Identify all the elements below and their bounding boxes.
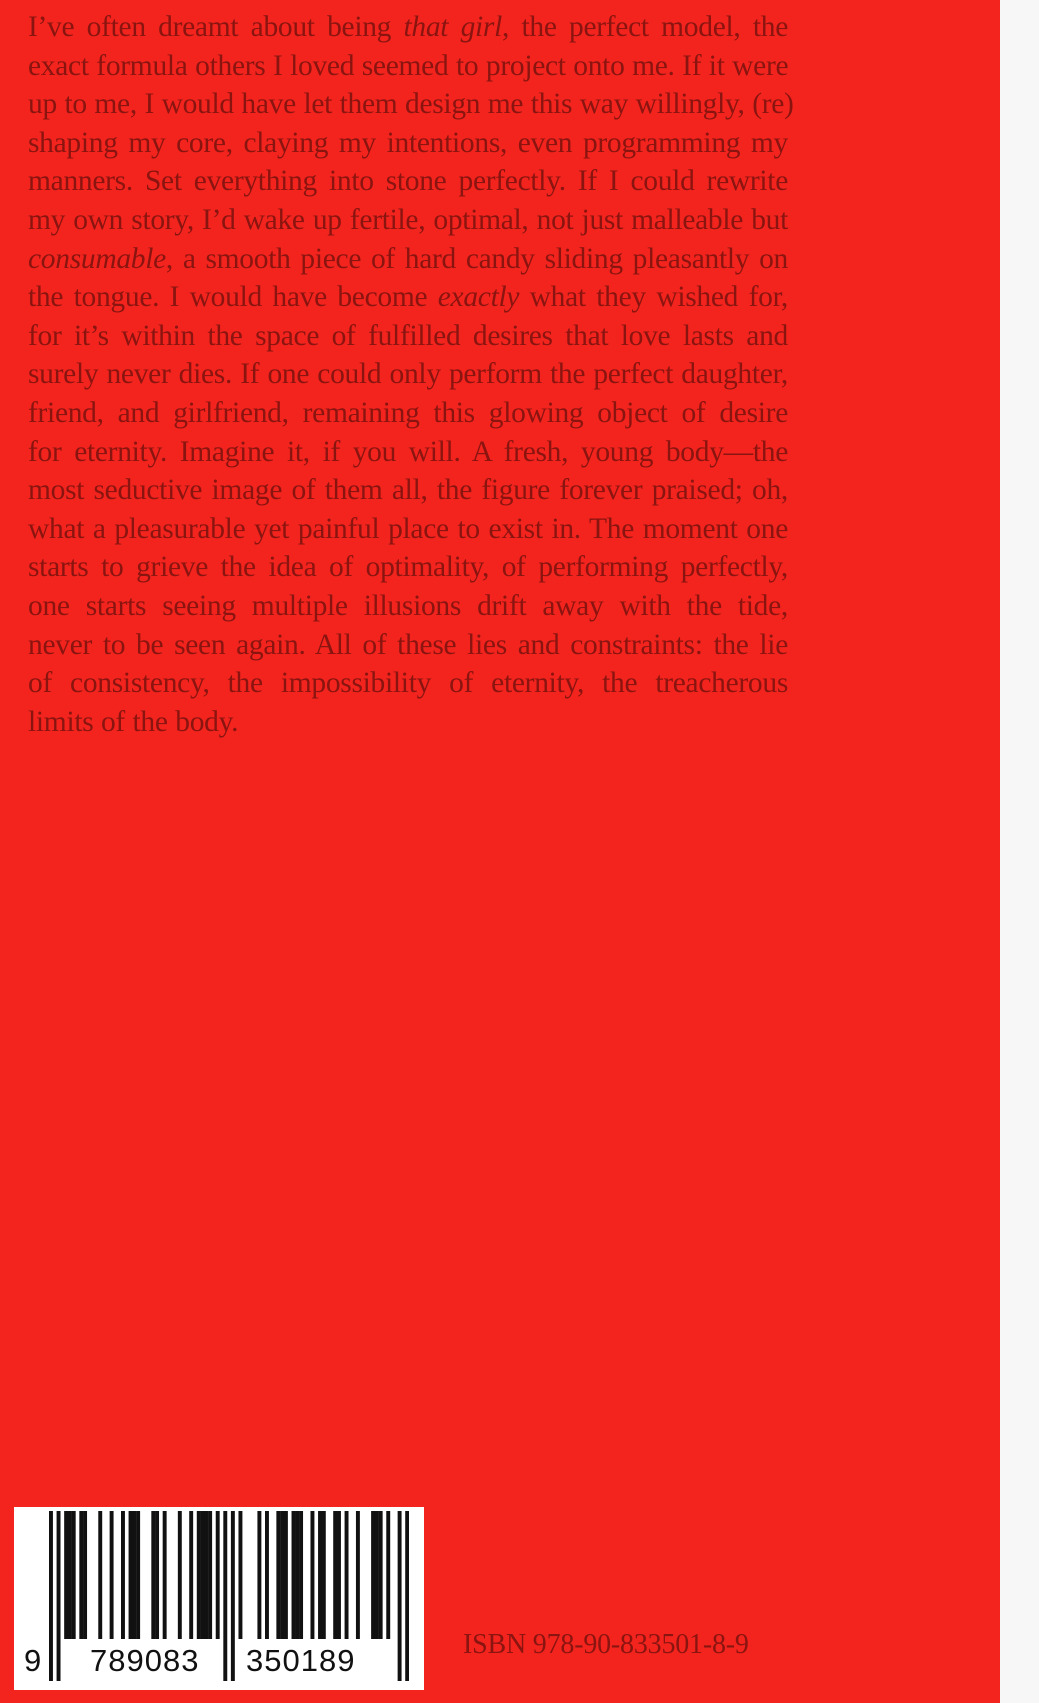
barcode-bar (310, 1511, 314, 1639)
barcode-first-digit: 9 (22, 1641, 43, 1681)
barcode-bar (276, 1511, 280, 1639)
blurb-text-run: friend, and girlfriend, remaining this glowing object of desire (28, 396, 788, 429)
barcode-bar (238, 1511, 242, 1639)
blurb-line (28, 433, 788, 472)
barcode (14, 1507, 424, 1690)
barcode-left-digits: 789083 (88, 1641, 201, 1681)
barcode-bar (68, 1511, 72, 1639)
blurb-text-run: my own story, I’d wake up fertile, optimal, not just malleable but (28, 203, 788, 236)
blurb-line (28, 471, 788, 510)
blurb-italic-run: that girl (403, 11, 503, 43)
barcode-right-digits: 350189 (244, 1641, 357, 1681)
barcode-bar (257, 1511, 261, 1639)
barcode-bar (110, 1511, 114, 1639)
barcode-bar (132, 1511, 136, 1639)
blurb-line (28, 664, 788, 703)
blurb-line (28, 201, 788, 240)
blurb-text (28, 8, 794, 741)
blurb-text-run: for eternity. Imagine it, if you will. A fresh, young body—the (28, 435, 788, 468)
barcode-bar (163, 1511, 167, 1639)
blurb-line (28, 278, 788, 317)
barcode-bar (318, 1511, 322, 1639)
blurb-text-run: I’ve often dreamt about being (28, 11, 404, 43)
blurb-line (28, 124, 788, 163)
barcode-bar (292, 1511, 296, 1639)
blurb-text-run: most seductive image of them all, the figure forever praised; oh, (28, 474, 788, 507)
barcode-bar (284, 1511, 288, 1639)
blurb-text-run: exact formula others I loved seemed to project onto me. If it were (28, 49, 789, 82)
blurb-line (28, 587, 788, 626)
blurb-line (28, 317, 788, 356)
barcode-bar (333, 1511, 337, 1639)
blurb-text-run: for it’s within the space of fulfilled desires that love lasts and (28, 319, 788, 352)
barcode-bar (280, 1511, 284, 1639)
barcode-bar (371, 1511, 375, 1639)
blurb-text-run: , the perfect model, the (502, 11, 788, 43)
barcode-bar (295, 1511, 299, 1639)
blurb-text-run: manners. Set everything into stone perfectly. If I could rewrite (28, 165, 788, 198)
blurb-text-run: limits of the body. (28, 705, 239, 738)
barcode-bar (121, 1511, 125, 1639)
barcode-bar (79, 1511, 83, 1639)
barcode-bar (98, 1511, 102, 1639)
barcode-bar (337, 1511, 341, 1639)
blurb-text-run: one starts seeing multiple illusions drift away with the tide, (28, 589, 788, 622)
barcode-bar (178, 1511, 182, 1639)
blurb-text-run: up to me, I would have let them design me this way willingly, (re) (28, 88, 794, 121)
blurb-italic-run: consumable (28, 242, 166, 275)
barcode-bar (83, 1511, 87, 1639)
barcode-bar (204, 1511, 208, 1639)
blurb-text-run: starts to grieve the idea of optimality, of performing perfectly, (28, 551, 788, 584)
blurb-text-run: never to be seen again. All of these lies and constraints: the lie (28, 628, 788, 661)
blurb-line (28, 355, 788, 394)
barcode-bar (201, 1511, 205, 1639)
blurb-line (28, 626, 788, 665)
blurb-line (28, 510, 788, 549)
blurb-line (28, 47, 788, 86)
blurb-text-run: what they wished for, (519, 281, 788, 314)
barcode-bar (64, 1511, 68, 1639)
blurb-text-run: of consistency, the impossibility of eternity, the treacherous (28, 667, 788, 700)
barcode-bar (322, 1511, 326, 1639)
barcode-bar (151, 1511, 155, 1639)
barcode-bar (375, 1511, 379, 1639)
barcode-bar (136, 1511, 140, 1639)
blurb-text-run: , a smooth piece of hard candy sliding pleasantly on (165, 242, 788, 275)
blurb-text-run: surely never dies. If one could only perform the perfect daughter, (28, 358, 788, 391)
isbn-number: ISBN 978-90-833501-8-9 (463, 1629, 749, 1660)
barcode-bar (345, 1511, 349, 1639)
blurb-line (28, 703, 788, 742)
barcode-bar (129, 1511, 133, 1639)
blurb-line (28, 240, 788, 279)
blurb-italic-run: exactly (437, 281, 520, 314)
barcode-bar (386, 1511, 390, 1639)
blurb-line (28, 162, 788, 201)
blurb-text-run: what a pleasurable yet painful place to exist in. The moment one (28, 512, 788, 545)
blurb-text-run: the tongue. I would have become (28, 281, 438, 314)
barcode-digits (14, 1641, 424, 1687)
blurb-text-run: shaping my core, claying my intentions, even programming my (28, 126, 788, 159)
barcode-bar (208, 1511, 212, 1639)
barcode-bar (379, 1511, 383, 1639)
blurb-line (28, 8, 788, 47)
barcode-bar (216, 1511, 220, 1639)
barcode-bar (356, 1511, 360, 1639)
blurb-line (28, 85, 794, 124)
barcode-bar (299, 1511, 303, 1639)
barcode-bar (155, 1511, 159, 1639)
blurb-line (28, 548, 788, 587)
barcode-bar (265, 1511, 269, 1639)
barcode-bar (72, 1511, 76, 1639)
blurb-line (28, 394, 788, 433)
barcode-bar (197, 1511, 201, 1639)
barcode-bar (189, 1511, 193, 1639)
